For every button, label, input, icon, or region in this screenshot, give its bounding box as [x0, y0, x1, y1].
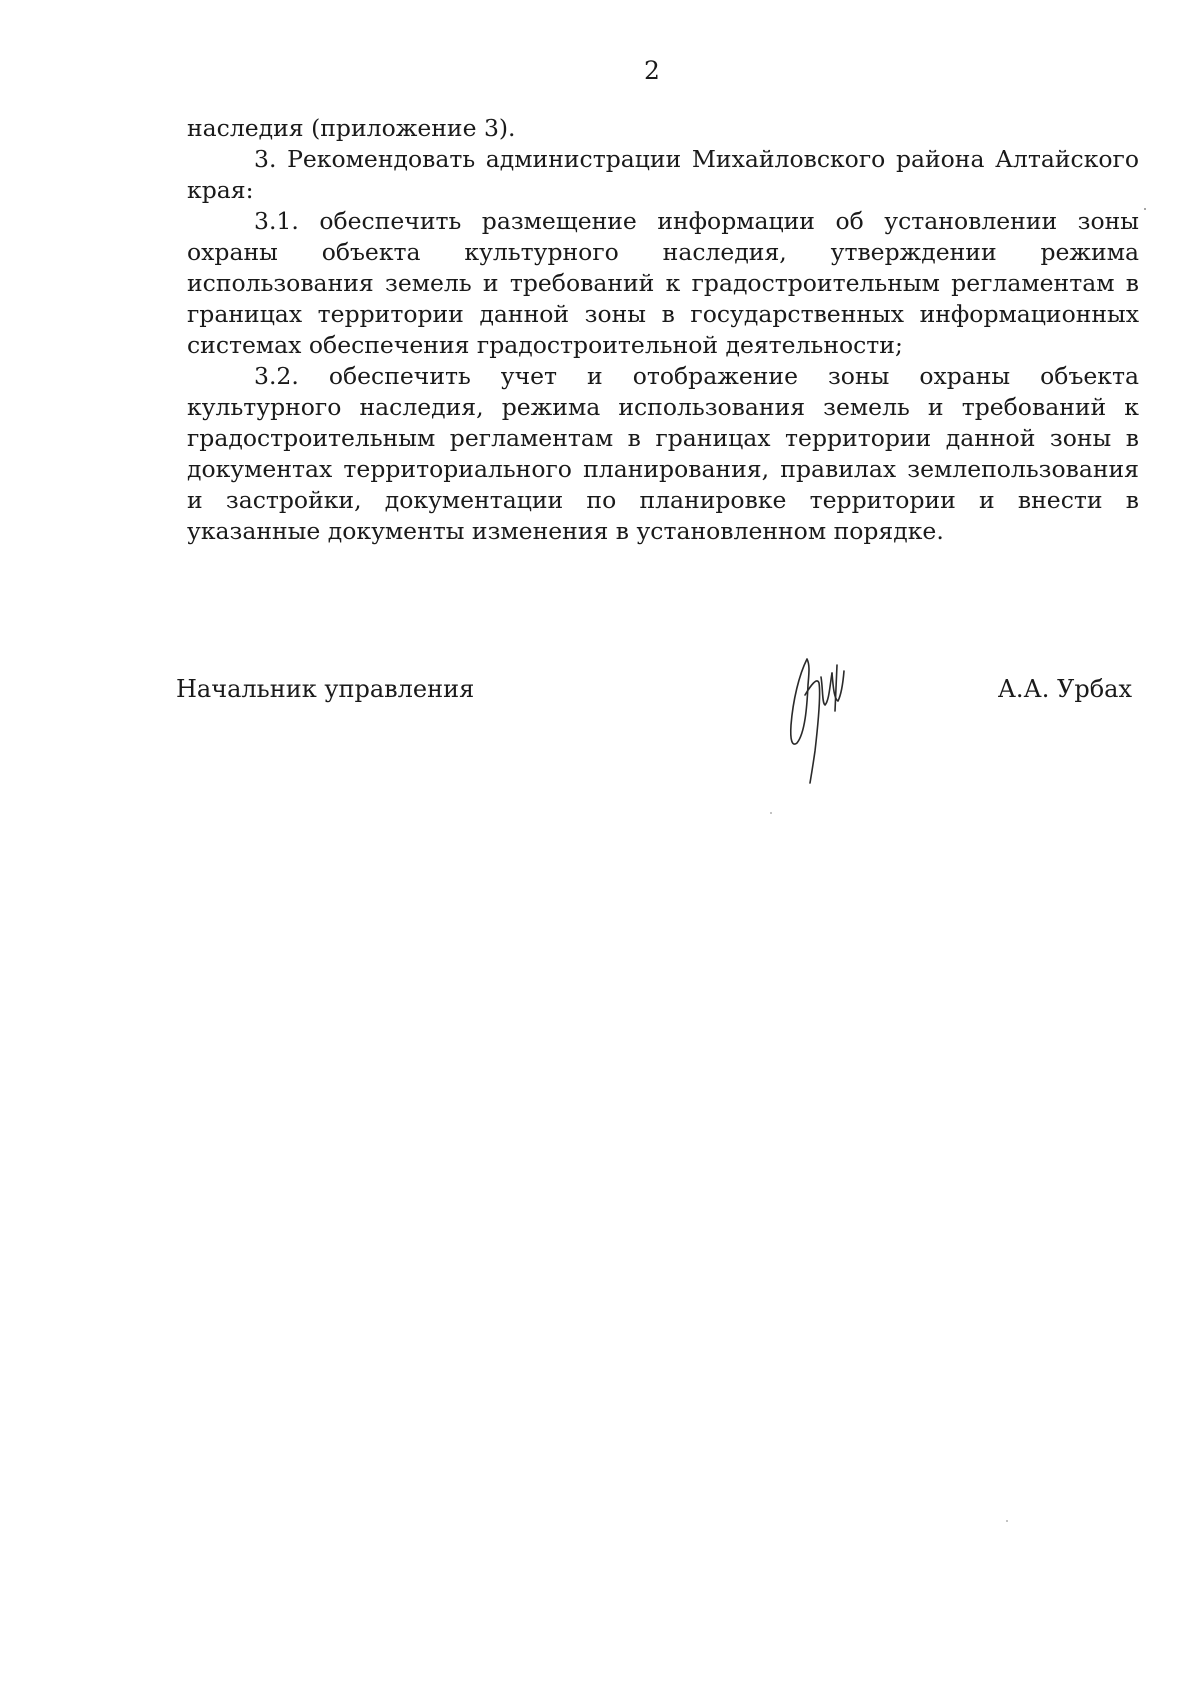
signatory-position: Начальник управления: [176, 675, 475, 703]
page-number: 2: [644, 56, 660, 85]
signatory-name: А.А. Урбах: [997, 675, 1132, 703]
paragraph-item-3-2: 3.2. обеспечить учет и отображение зоны охраны объекта культурного наследия, режима использования земель и требований к градостроительным регламентам в границах территории данной зоны в документах территориального планирования, правилах землепользования и застройки, документации по планировке территории и внести в указанные документы изменения в установленном порядке.: [187, 362, 1139, 545]
scan-speck: [1006, 1520, 1008, 1522]
document-body: [187, 113, 1139, 547]
handwritten-signature: [777, 655, 867, 785]
signature-block: [176, 675, 1132, 785]
scan-speck: [1144, 208, 1146, 210]
paragraph-item-3-1: 3.1. обеспечить размещение информации об установлении зоны охраны объекта культурного наследия, утверждении режима использования земель и требований к градостроительным регламентам в границах территории данной зоны в государственных информационных системах обеспечения градостроительной деятельности;: [187, 207, 1139, 359]
scan-speck: [770, 812, 772, 814]
paragraph-continuation: наследия (приложение 3).: [187, 114, 516, 142]
paragraph-item-3: 3. Рекомендовать администрации Михайловского района Алтайского края:: [187, 145, 1139, 204]
